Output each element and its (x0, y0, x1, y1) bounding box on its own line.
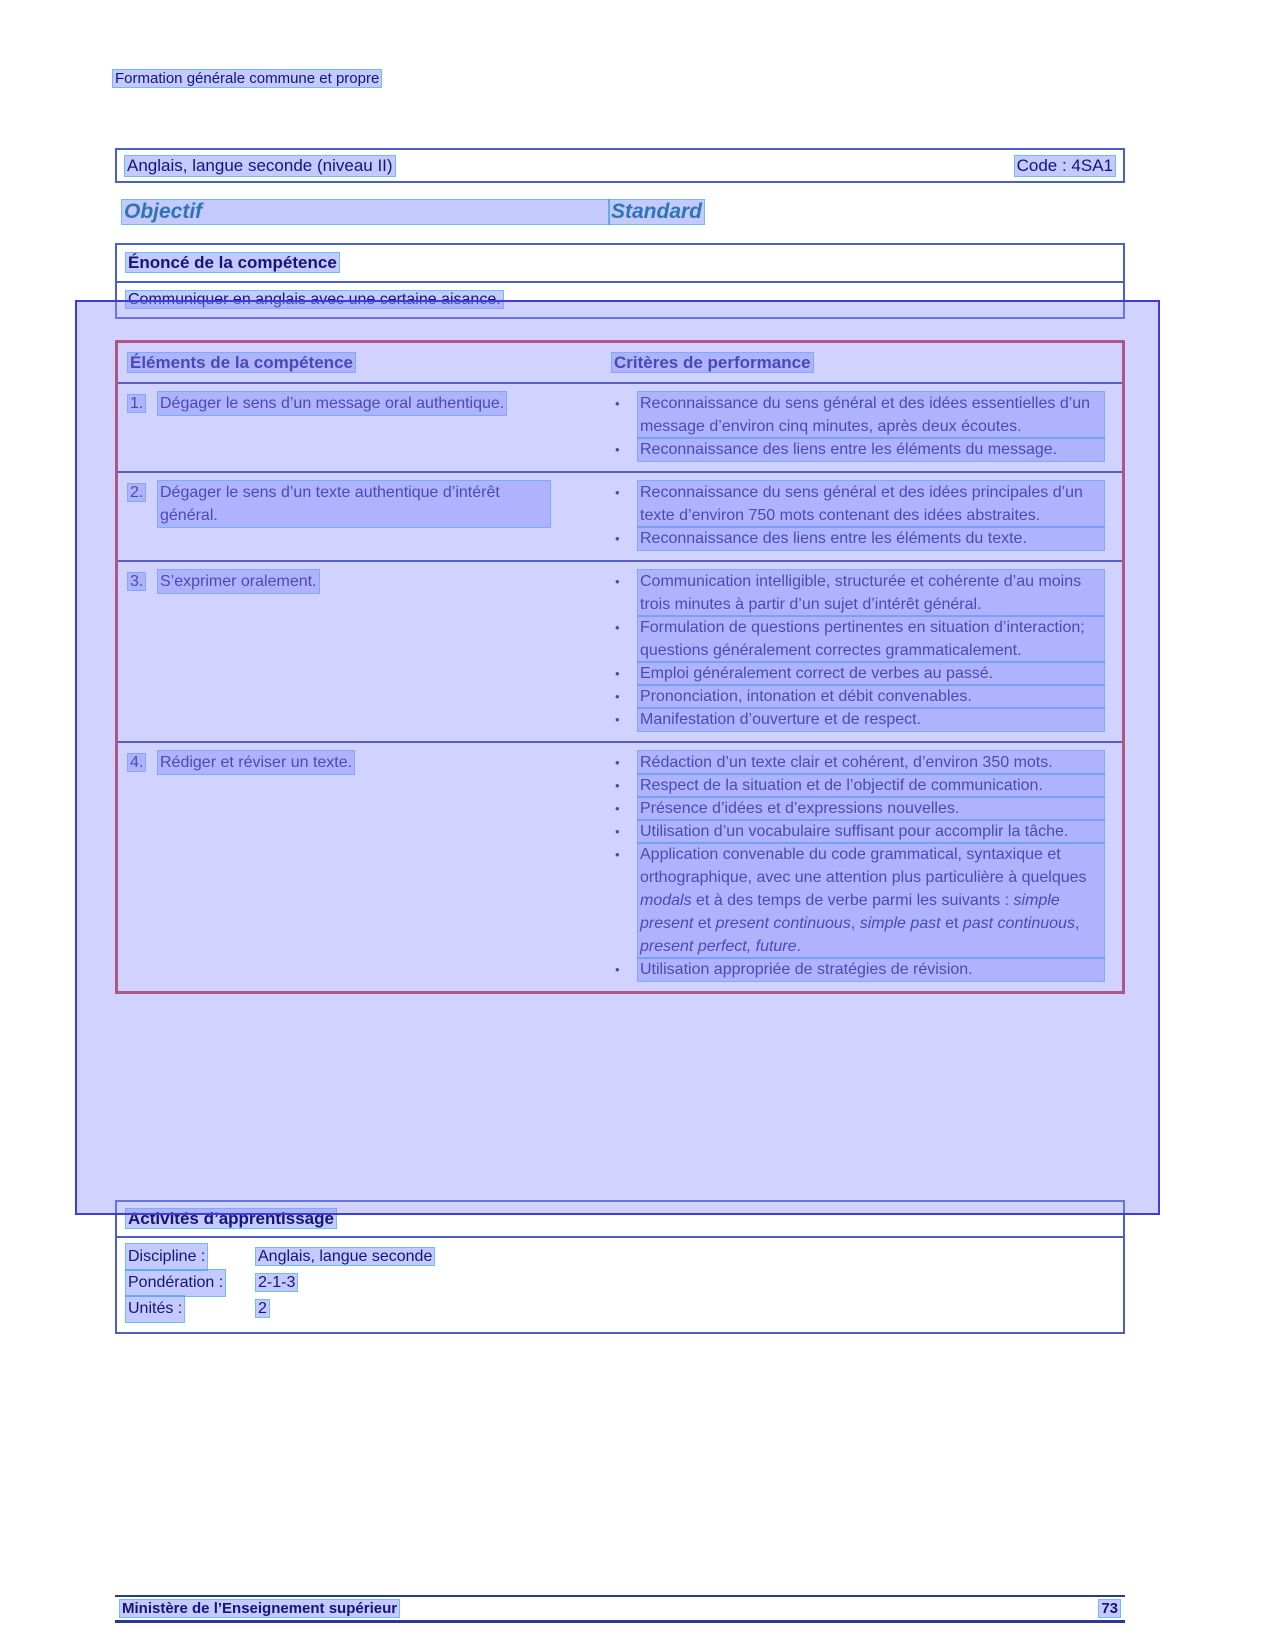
bullet-icon: • (615, 962, 620, 977)
criterion-item (612, 708, 1116, 731)
bullet-icon: • (615, 847, 620, 862)
element-number (128, 570, 158, 593)
criterion-item (612, 820, 1116, 843)
criterion-text: Utilisation appropriée de stratégies de révision. (638, 958, 1104, 981)
competence-table-body (118, 384, 1122, 991)
criterion-item (612, 438, 1116, 461)
criterion-item (612, 751, 1116, 774)
criterion-item (612, 392, 1116, 438)
activites-box (115, 1200, 1125, 1334)
bullet-icon: • (615, 755, 620, 770)
element-cell (118, 743, 608, 991)
field-label (126, 1270, 256, 1296)
field-label (126, 1244, 256, 1270)
course-title: Anglais, langue seconde (niveau II) (127, 155, 393, 175)
enonce-heading: Énoncé de la compétence (128, 253, 337, 272)
element-text: S’exprimer oralement. (158, 570, 319, 593)
criterion-text: Manifestation d’ouverture et de respect. (638, 708, 1104, 731)
heading-objectif: Objectif (122, 200, 609, 224)
field-label-text: Pondération : (126, 1270, 225, 1296)
enonce-text: Communiquer en anglais avec une certaine aisance. (128, 291, 501, 308)
bullet-icon: • (615, 531, 620, 546)
criterion-item (612, 616, 1116, 662)
table-row (118, 473, 1122, 562)
criterion-item (612, 527, 1116, 550)
element-number (128, 392, 158, 415)
criterion-item (612, 797, 1116, 820)
table-header-elements: Éléments de la compétence (130, 353, 353, 372)
criteria-list (608, 743, 1122, 991)
criterion-text: Reconnaissance du sens général et des idées essentielles d’un message d’environ cinq minutes, après deux écoutes. (638, 392, 1104, 438)
field-value (256, 1296, 269, 1322)
criterion-text: Application convenable du code grammatical, syntaxique et orthographique, avec une attention plus particulière à quelques modals et à des temps de verbe parmi les suivants : simple present et present continuous, simple past et past continuous, present perfect, future. (638, 843, 1104, 958)
element-cell (118, 384, 608, 471)
criterion-text: Formulation de questions pertinentes en situation d’interaction; questions généralement correctes grammaticalement. (638, 616, 1104, 662)
bullet-icon: • (615, 689, 620, 704)
element-number-text: 3. (130, 573, 144, 590)
element-number-text: 2. (130, 484, 144, 501)
criterion-text: Présence d’idées et d’expressions nouvelles. (638, 797, 1104, 820)
activites-fields (117, 1238, 1123, 1332)
criterion-text: Emploi généralement correct de verbes au passé. (638, 662, 1104, 685)
criterion-item (612, 774, 1116, 797)
bullet-icon: • (615, 396, 620, 411)
field-value (256, 1244, 434, 1270)
header-note (113, 70, 381, 87)
element-number (128, 751, 158, 774)
footer-ministry: Ministère de l’Enseignement supérieur (122, 1600, 398, 1617)
element-cell (118, 562, 608, 741)
header-note-text: Formation générale commune et propre (115, 70, 380, 87)
criteria-list (608, 384, 1122, 471)
criterion-item (612, 958, 1116, 981)
bullet-icon: • (615, 442, 620, 457)
criterion-item (612, 843, 1116, 958)
criterion-item (612, 685, 1116, 708)
competence-table (115, 340, 1125, 994)
heading-standard: Standard (611, 200, 703, 223)
criterion-item (612, 662, 1116, 685)
bullet-icon: • (615, 778, 620, 793)
table-header-row (118, 343, 1122, 384)
table-header-criteres: Critères de performance (614, 353, 811, 372)
criteria-list (608, 562, 1122, 741)
table-header-elements-cell (118, 343, 608, 382)
field-label (126, 1296, 256, 1322)
criterion-text: Communication intelligible, structurée et cohérente d’au moins trois minutes à partir d’un sujet d’intérêt général. (638, 570, 1104, 616)
field-row-discipline (126, 1244, 1114, 1270)
table-row (118, 384, 1122, 473)
title-bar (115, 148, 1125, 183)
field-row-ponderation (126, 1270, 1114, 1296)
element-text: Rédiger et réviser un texte. (158, 751, 354, 774)
table-row (118, 743, 1122, 991)
element-text: Dégager le sens d’un message oral authentique. (158, 392, 506, 415)
bullet-icon: • (615, 485, 620, 500)
bullet-icon: • (615, 801, 620, 816)
criterion-text: Reconnaissance des liens entre les éléments du message. (638, 438, 1104, 461)
section-headings (122, 200, 1125, 224)
field-label-text: Discipline : (126, 1244, 207, 1270)
table-row (118, 562, 1122, 743)
table-header-criteres-cell (608, 343, 1122, 382)
enonce-box (115, 243, 1125, 319)
criterion-text: Utilisation d’un vocabulaire suffisant pour accomplir la tâche. (638, 820, 1104, 843)
footer-page-number: 73 (1101, 1600, 1118, 1617)
bullet-icon: • (615, 666, 620, 681)
criterion-text: Reconnaissance du sens général et des idées principales d’un texte d’environ 750 mots contenant des idées abstraites. (638, 481, 1104, 527)
field-label-text: Unités : (126, 1296, 184, 1322)
field-value-text: Anglais, langue seconde (258, 1248, 433, 1265)
criterion-text: Prononciation, intonation et débit convenables. (638, 685, 1104, 708)
field-value-text: 2-1-3 (258, 1274, 296, 1291)
field-value-text: 2 (258, 1300, 267, 1317)
criterion-text: Rédaction d’un texte clair et cohérent, d’environ 350 mots. (638, 751, 1104, 774)
criterion-item (612, 570, 1116, 616)
element-text: Dégager le sens d’un texte authentique d’intérêt général. (158, 481, 550, 527)
criterion-text: Reconnaissance des liens entre les éléments du texte. (638, 527, 1104, 550)
bullet-icon: • (615, 824, 620, 839)
course-code: Code : 4SA1 (1016, 155, 1113, 175)
activites-heading-row (117, 1202, 1123, 1238)
criterion-text: Respect de la situation et de l’objectif de communication. (638, 774, 1104, 797)
element-cell (118, 473, 608, 560)
bullet-icon: • (615, 712, 620, 727)
element-number-text: 4. (130, 754, 144, 771)
bullet-icon: • (615, 620, 620, 635)
bullet-icon: • (615, 574, 620, 589)
criterion-item (612, 481, 1116, 527)
activites-heading: Activités d’apprentissage (128, 1209, 334, 1228)
field-row-unites (126, 1296, 1114, 1322)
criteria-list (608, 473, 1122, 560)
enonce-heading-row (117, 245, 1123, 283)
element-number (128, 481, 158, 504)
page-footer (115, 1595, 1125, 1623)
enonce-body-row (117, 283, 1123, 317)
field-value (256, 1270, 297, 1296)
element-number-text: 1. (130, 395, 144, 412)
